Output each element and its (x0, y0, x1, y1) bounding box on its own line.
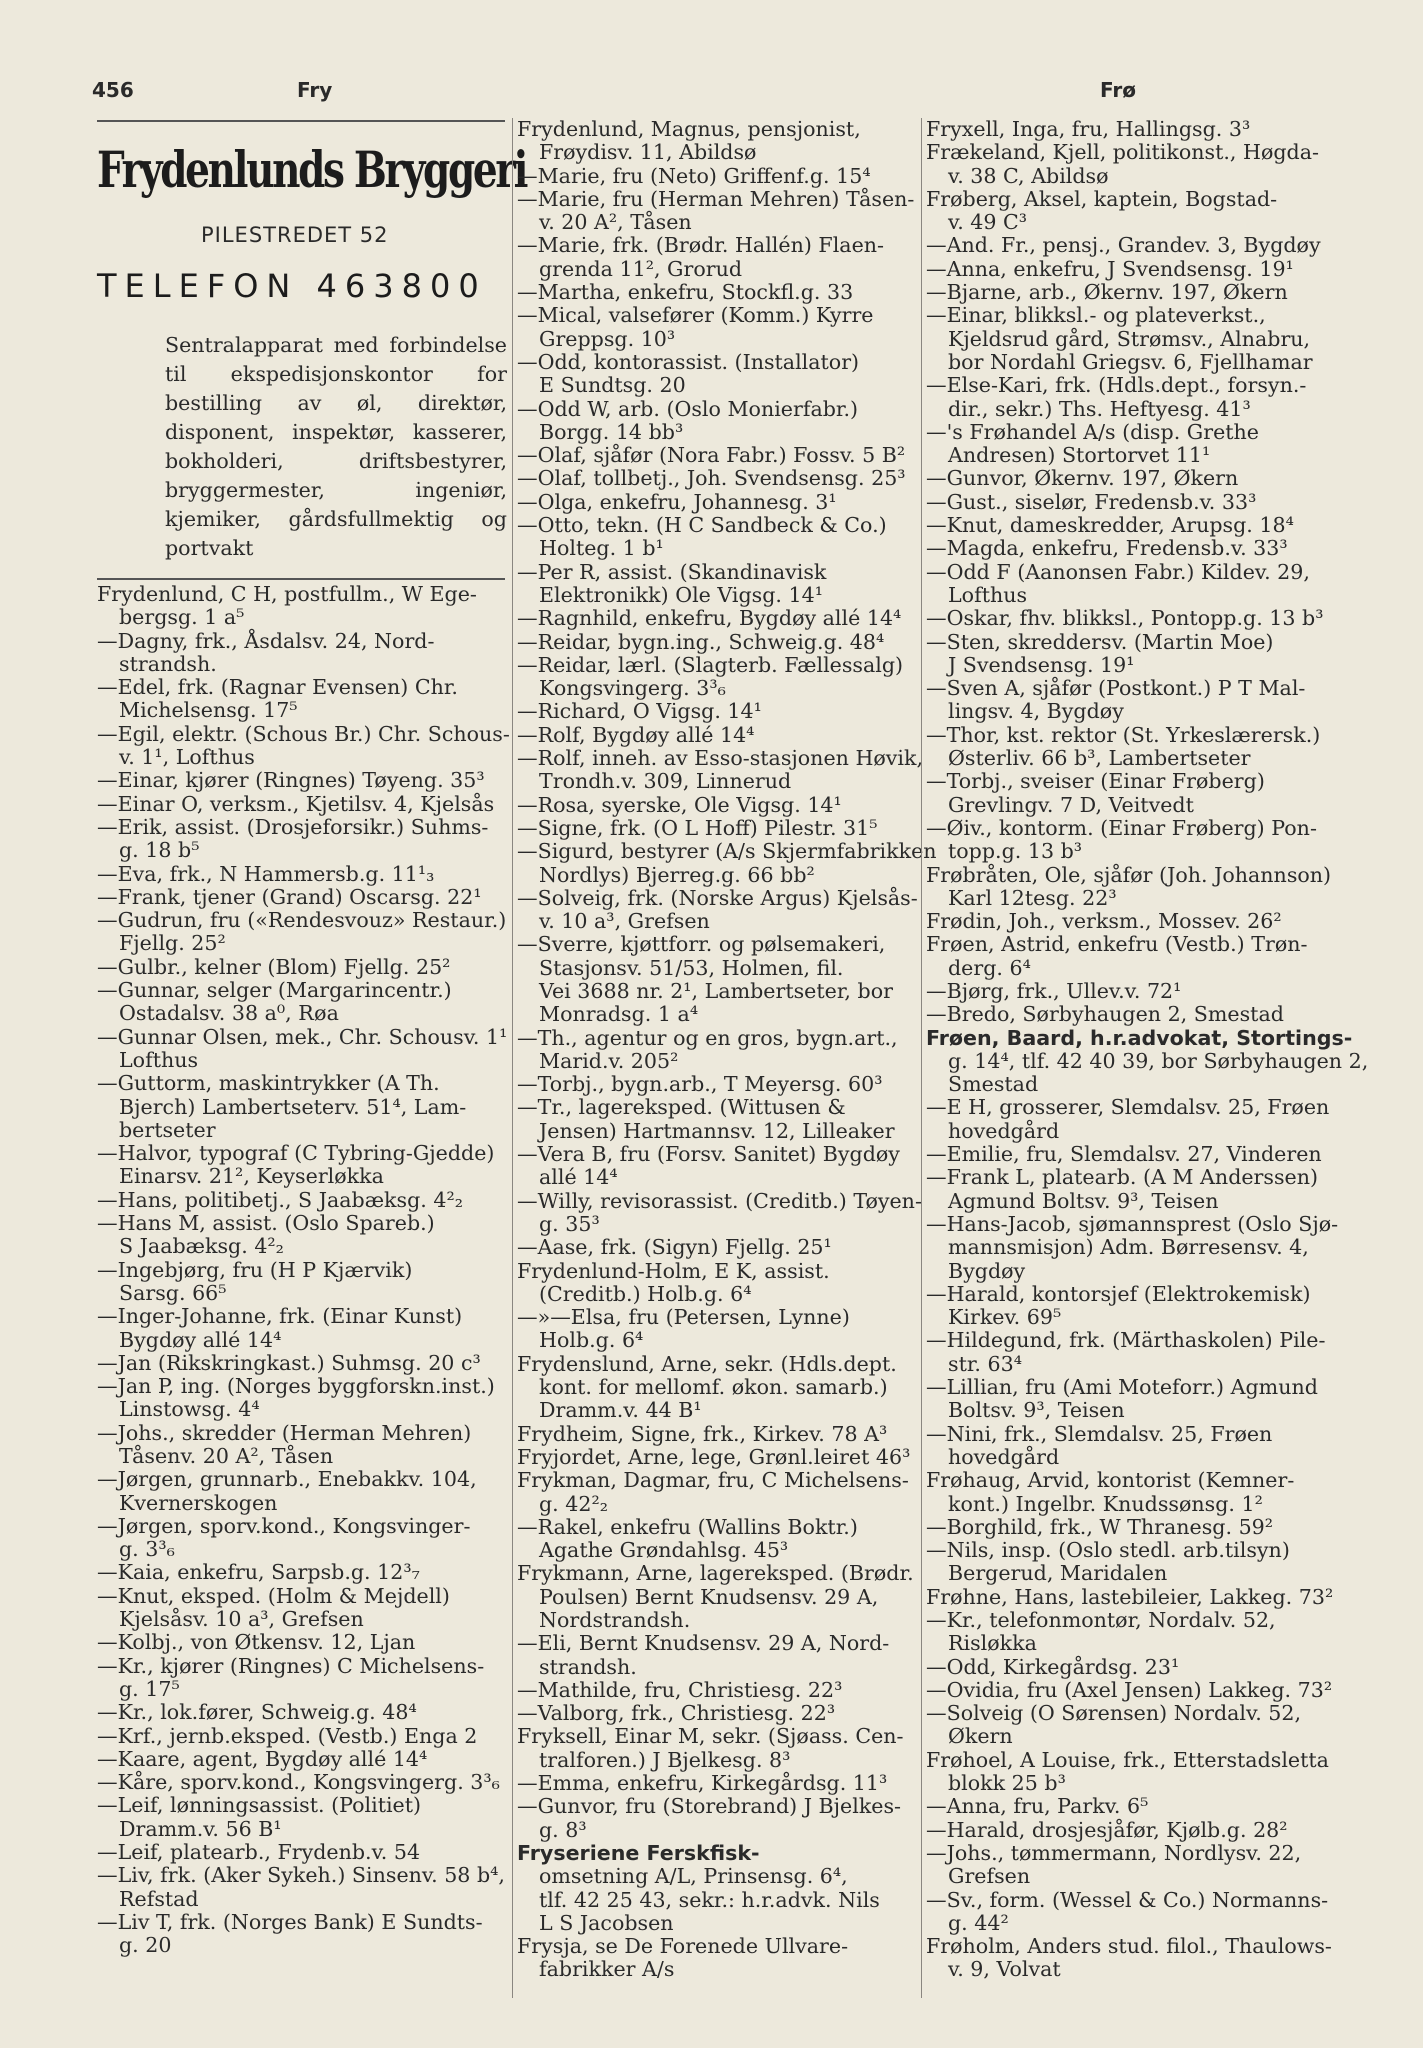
directory-line: v. 38 C, Abildsø (948, 163, 1109, 188)
directory-line: —Hans M, assist. (Oslo Spareb.) (97, 1211, 435, 1236)
directory-line: —Frank, tjener (Grand) Oscarsg. 22¹ (97, 884, 482, 909)
directory-line: —Dagny, frk., Åsdalsv. 24, Nord- (97, 628, 435, 653)
directory-line: Østerliv. 66 b³, Lambertseter (948, 746, 1251, 771)
directory-line: J Svendsensg. 19¹ (948, 652, 1135, 677)
directory-line: —Emilie, fru, Slemdalsv. 27, Vinderen (926, 1142, 1322, 1167)
directory-line: g. 20 (119, 1933, 172, 1958)
directory-line: Vei 3688 nr. 2¹, Lambertseter, bor (539, 978, 893, 1003)
directory-line: Frydheim, Signe, frk., Kirkev. 78 A³ (517, 1421, 888, 1446)
directory-line: —Hans-Jacob, sjømannsprest (Oslo Sjø- (926, 1211, 1339, 1236)
directory-line: hovedgård (948, 1444, 1060, 1469)
column-right (921, 117, 1369, 1998)
directory-line: Marid.v. 205² (539, 1048, 679, 1073)
directory-line: —Kr., kjører (Ringnes) C Michelsens- (97, 1653, 485, 1678)
directory-line: Frydenlund, C H, postfullm., W Ege- (97, 582, 477, 606)
directory-line: —Ovidia, fru (Axel Jensen) Lakkeg. 73² (926, 1677, 1333, 1702)
directory-line: Fryxell, Inga, fru, Hallingsg. 3³ (926, 117, 1251, 141)
directory-line: —Reidar, lærl. (Slagterb. Fællessalg) (517, 652, 904, 677)
directory-line: —Gunvor, fru (Storebrand) J Bjelkes- (517, 1794, 902, 1819)
directory-line: —Einar O, verksm., Kjetilsv. 4, Kjelsås (97, 791, 495, 816)
directory-line: v. 20 A², Tåsen (539, 210, 692, 235)
directory-line: Økern (948, 1724, 1013, 1749)
directory-line: —Frank L, platearb. (A M Anderssen) (926, 1165, 1319, 1190)
directory-line: —Johs., skredder (Herman Mehren) (97, 1420, 472, 1445)
directory-line: —Nini, frk., Slemdalsv. 25, Frøen (926, 1421, 1273, 1446)
directory-line: Frøbråten, Ole, sjåfør (Joh. Johannson) (926, 862, 1332, 887)
directory-line: Nordstrandsh. (539, 1608, 691, 1632)
directory-line: str. 63⁴ (948, 1351, 1022, 1376)
directory-line: —Signe, frk. (O L Hoff) Pilestr. 31⁵ (517, 815, 878, 840)
directory-line: —Kolbj., von Øtkensv. 12, Ljan (97, 1630, 416, 1655)
directory-line: bor Nordahl Griegsv. 6, Fjellhamar (948, 349, 1313, 374)
directory-line: —Reidar, bygn.ing., Schweig.g. 48⁴ (517, 629, 885, 654)
directory-line: v. 10 a³, Grefsen (539, 909, 710, 934)
directory-line: —Mathilde, fru, Christiesg. 22³ (517, 1677, 843, 1702)
directory-line: —Bredo, Sørbyhaugen 2, Smestad (926, 1002, 1284, 1027)
directory-line: Frydenlund-Holm, E K, assist. (517, 1258, 830, 1283)
directory-line: —Kaare, agent, Bygdøy allé 14⁴ (97, 1746, 428, 1771)
directory-line: —Jan P, ing. (Norges byggforskn.inst.) (97, 1374, 495, 1399)
directory-line: —Kaia, enkefru, Sarpsb.g. 12³₇ (97, 1560, 420, 1585)
directory-line: Lofthus (948, 582, 1028, 607)
directory-line: Elektronikk) Ole Vigsg. 14¹ (539, 582, 823, 607)
directory-line: —Kåre, sporv.kond., Kongsvingerg. 3³₆ (97, 1770, 500, 1795)
directory-line: L S Jacobsen (539, 1910, 674, 1935)
directory-line: Risløkka (948, 1631, 1037, 1656)
directory-line: —Nils, insp. (Oslo stedl. arb.tilsyn) (926, 1538, 1290, 1563)
directory-line: —Einar, blikksl.- og plateverkst., (926, 303, 1266, 328)
directory-line: Michelsensg. 17⁵ (119, 698, 298, 723)
directory-line: —Vera B, fru (Forsv. Sanitet) Bygdøy (517, 1142, 900, 1167)
directory-line: g. 3³₆ (119, 1537, 175, 1562)
directory-line: —Borghild, frk., W Thranesg. 59² (926, 1514, 1274, 1539)
directory-line: allé 14⁴ (539, 1165, 618, 1190)
directory-line: Fjellg. 25² (119, 931, 226, 956)
directory-line: —Sven A, sjåfør (Postkont.) P T Mal- (926, 676, 1306, 701)
directory-line: g. 18 b⁵ (119, 838, 200, 863)
directory-line: grenda 11², Grorud (539, 256, 743, 281)
directory-line: g. 44² (948, 1910, 1009, 1935)
directory-line: Monradsg. 1 a⁴ (539, 1002, 699, 1027)
directory-line: S Jaabæksg. 4²₂ (119, 1234, 284, 1259)
directory-line: v. 9, Volvat (948, 1957, 1061, 1982)
directory-line: Frøhaug, Arvid, kontorist (Kemner- (926, 1468, 1295, 1493)
directory-line: Borgg. 14 bb³ (539, 419, 684, 444)
directory-line: Agmund Boltsv. 9³, Teisen (948, 1188, 1219, 1213)
directory-line: Andresen) Stortorvet 11¹ (948, 443, 1211, 468)
directory-line: Poulsen) Bernt Knudsensv. 29 A, (539, 1584, 879, 1609)
directory-line: strandsh. (119, 651, 217, 676)
directory-line: (Creditb.) Holb.g. 6⁴ (539, 1281, 752, 1306)
directory-line: Bjerch) Lambertseterv. 51⁴, Lam- (119, 1094, 467, 1119)
ad-description: Sentralapparat med forbindelse til ekspedisjonskontor for bestilling av øl, direktør, disponent, inspektør, kasserer, bokholderi, driftsbestyrer, bryggermester, ingeniør, kjemiker, gårdsfullmektig og portvakt (165, 333, 507, 560)
directory-line: E Sundtsg. 20 (539, 373, 686, 398)
directory-line: Kirkev. 69⁵ (948, 1305, 1062, 1330)
directory-line: —Knut, dameskredder, Arupsg. 18⁴ (926, 513, 1294, 538)
directory-line: —Mical, valsefører (Komm.) Kyrre (517, 303, 874, 328)
directory-line: fabrikker A/s (539, 1957, 675, 1982)
directory-line: —Aase, frk. (Sigyn) Fjellg. 25¹ (517, 1235, 832, 1260)
directory-line: lingsv. 4, Bygdøy (948, 699, 1124, 724)
directory-line: —Olaf, sjåfør (Nora Fabr.) Fossv. 5 B² (517, 443, 906, 468)
directory-line: g. 35³ (539, 1211, 600, 1236)
directory-line: —Solveig, frk. (Norske Argus) Kjelsås- (517, 885, 918, 910)
directory-line: bergsg. 1 a⁵ (119, 605, 245, 630)
directory-line: Bergerud, Maridalen (948, 1561, 1168, 1586)
directory-line: —Øiv., kontorm. (Einar Frøberg) Pon- (926, 815, 1317, 840)
directory-line: —Th., agentur og en gros, bygn.art., (517, 1025, 898, 1050)
directory-line: —Olaf, tollbetj., Joh. Svendsensg. 25³ (517, 466, 906, 491)
directory-line: —E H, grosserer, Slemdalsv. 25, Frøen (926, 1095, 1330, 1120)
directory-line: —Gunnar, selger (Margarincentr.) (97, 978, 452, 1003)
directory-line: Frøhoel, A Louise, frk., Etterstadsletta (926, 1747, 1329, 1772)
directory-line: —Magda, enkefru, Fredensb.v. 33³ (926, 536, 1288, 561)
directory-line: —Marie, frk. (Brødr. Hallén) Flaen- (517, 233, 884, 258)
directory-line: —Inger-Johanne, frk. (Einar Kunst) (97, 1304, 463, 1329)
directory-line: derg. 6⁴ (948, 955, 1031, 980)
directory-line: g. 8³ (539, 1817, 587, 1842)
directory-line: —Bjarne, arb., Økernv. 197, Økern (926, 280, 1288, 305)
directory-line: —And. Fr., pensj., Grandev. 3, Bygdøy (926, 233, 1321, 258)
directory-line: Frødin, Joh., verksm., Mossev. 26² (926, 909, 1282, 934)
directory-line: —»—Elsa, fru (Petersen, Lynne) (517, 1305, 850, 1330)
directory-line: Bygdøy (948, 1258, 1026, 1283)
directory-line: Frøen, Baard, h.r.advokat, Stortings- (926, 1025, 1353, 1050)
directory-line: Fryksell, Einar M, sekr. (Sjøass. Cen- (517, 1724, 904, 1749)
directory-line: —Einar, kjører (Ringnes) Tøyeng. 35³ (97, 768, 485, 793)
column-left (97, 582, 510, 1958)
directory-line: Linstowsg. 4⁴ (119, 1397, 260, 1422)
directory-line: Dramm.v. 44 B¹ (539, 1398, 702, 1423)
directory-line: —Edel, frk. (Ragnar Evensen) Chr. (97, 675, 458, 700)
directory-line: —Egil, elektr. (Schous Br.) Chr. Schous- (97, 721, 510, 746)
directory-line: —Torbj., bygn.arb., T Meyersg. 60³ (517, 1072, 883, 1097)
directory-line: Grevlingv. 7 D, Veitvedt (948, 792, 1194, 817)
directory-line: Frykman, Dagmar, fru, C Michelsens- (517, 1468, 909, 1493)
directory-line: —Leif, platearb., Frydenb.v. 54 (97, 1840, 421, 1865)
directory-line: kont.) Ingelbr. Knudssønsg. 1² (948, 1491, 1263, 1516)
directory-line: tralforen.) J Bjelkesg. 8³ (539, 1747, 791, 1772)
directory-line: —Ragnhild, enkefru, Bygdøy allé 14⁴ (517, 606, 902, 631)
directory-line: Bygdøy allé 14⁴ (119, 1327, 282, 1352)
directory-line: v. 49 C³ (948, 210, 1028, 235)
directory-line: —Rakel, enkefru (Wallins Boktr.) (517, 1514, 858, 1539)
directory-line: —Leif, lønningsassist. (Politiet) (97, 1793, 422, 1818)
directory-line: dir., sekr.) Ths. Heftyesg. 41³ (948, 396, 1251, 421)
directory-line: —Ingebjørg, fru (H P Kjærvik) (97, 1257, 413, 1282)
directory-line: Frøhne, Hans, lastebileier, Lakkeg. 73² (926, 1584, 1334, 1609)
directory-line: Tåsenv. 20 A², Tåsen (119, 1443, 334, 1468)
directory-line: —'s Frøhandel A/s (disp. Grethe (926, 419, 1259, 444)
directory-line: Frydenslund, Arne, sekr. (Hdls.dept. (517, 1351, 897, 1376)
directory-line: —Odd F (Aanonsen Fabr.) Kildev. 29, (926, 559, 1310, 584)
column-middle (512, 117, 937, 1998)
directory-line: omsetning A/L, Prinsensg. 6⁴, (539, 1864, 848, 1889)
directory-line: Fryseriene Ferskfisk- (517, 1840, 760, 1865)
directory-line: —Sten, skreddersv. (Martin Moe) (926, 629, 1274, 654)
directory-line: —Marie, fru (Neto) Griffenf.g. 15⁴ (517, 163, 871, 188)
directory-line: Agathe Grøndahlsg. 45³ (539, 1538, 789, 1563)
directory-line: —Olga, enkefru, Johannesg. 3¹ (517, 489, 837, 514)
directory-line: —Erik, assist. (Drosjeforsikr.) Suhms- (97, 814, 489, 839)
directory-line: —Odd, Kirkegårdsg. 23¹ (926, 1654, 1180, 1679)
directory-line: —Harald, drosjesjåfør, Kjølb.g. 28² (926, 1817, 1288, 1842)
directory-line: Einarsv. 21², Keyserløkka (119, 1164, 384, 1189)
directory-line: —Eva, frk., N Hammersb.g. 11¹₃ (97, 861, 435, 886)
directory-line: —Else-Kari, frk. (Hdls.dept., forsyn.- (926, 373, 1307, 398)
directory-line: Frøydisv. 11, Abildsø (539, 140, 757, 165)
directory-line: —Gulbr., kelner (Blom) Fjellg. 25² (97, 954, 451, 979)
directory-line: Grefsen (948, 1864, 1031, 1889)
directory-line: —Bjørg, frk., Ullev.v. 72¹ (926, 978, 1182, 1003)
directory-line: —Eli, Bernt Knudsensv. 29 A, Nord- (517, 1631, 890, 1656)
directory-line: Frysja, se De Forenede Ullvare- (517, 1934, 849, 1959)
directory-line: Ostadalsv. 38 a⁰, Røa (119, 1001, 339, 1026)
directory-line: Kvernerskogen (119, 1490, 278, 1515)
directory-line: Smestad (948, 1072, 1039, 1097)
directory-line: —Hans, politibetj., S Jaabæksg. 4²₂ (97, 1187, 463, 1212)
directory-line: Frækeland, Kjell, politikonst., Høgda- (926, 140, 1319, 165)
directory-line: —Valborg, frk., Christiesg. 22³ (517, 1701, 836, 1726)
directory-line: Kjelsåsv. 10 a³, Grefsen (119, 1607, 364, 1632)
directory-line: mannsmisjon) Adm. Børresensv. 4, (948, 1235, 1309, 1260)
running-head-right: Frø (1100, 78, 1136, 102)
directory-line: —Rolf, inneh. av Esso-stasjonen Høvik, (517, 746, 924, 771)
directory-line: v. 1¹, Lofthus (119, 745, 255, 770)
directory-line: —Jan (Rikskringkast.) Suhmsg. 20 c³ (97, 1350, 481, 1375)
directory-line: —Liv T, frk. (Norges Bank) E Sundts- (97, 1909, 483, 1934)
directory-line: Trondh.v. 309, Linnerud (539, 769, 792, 794)
directory-line: Jensen) Hartmannsv. 12, Lilleaker (539, 1118, 895, 1143)
directory-line: Frydenlund, Magnus, pensjonist, (517, 117, 861, 141)
directory-line: Holb.g. 6⁴ (539, 1328, 644, 1353)
directory-line: Dramm.v. 56 B¹ (119, 1816, 282, 1841)
directory-line: —Tr., lagereksped. (Wittusen & (517, 1095, 846, 1120)
directory-line: —Kr., lok.fører, Schweig.g. 48⁴ (97, 1700, 417, 1725)
directory-line: —Hildegund, frk. (Märthaskolen) Pile- (926, 1328, 1326, 1353)
directory-line: —Kr., telefonmontør, Nordalv. 52, (926, 1608, 1276, 1632)
directory-line: —Sigurd, bestyrer (A/s Skjermfabrikken (517, 839, 937, 864)
directory-line: Karl 12tesg. 22³ (948, 885, 1117, 910)
directory-line: Fryjordet, Arne, lege, Grønl.leiret 46³ (517, 1444, 911, 1469)
directory-line: Frøen, Astrid, enkefru (Vestb.) Trøn- (926, 932, 1308, 957)
directory-line: —Odd W, arb. (Oslo Monierfabr.) (517, 396, 859, 421)
directory-line: —Willy, revisorassist. (Creditb.) Tøyen- (517, 1188, 922, 1213)
directory-line: —Jørgen, grunnarb., Enebakkv. 104, (97, 1467, 477, 1492)
directory-line: —Johs., tømmermann, Nordlysv. 22, (926, 1840, 1302, 1865)
directory-line: —Gunnar Olsen, mek., Chr. Schousv. 1¹ (97, 1024, 508, 1049)
directory-line: topp.g. 13 b³ (948, 839, 1083, 864)
directory-line: —Knut, eksped. (Holm & Mejdell) (97, 1583, 450, 1608)
directory-line: Nordlys) Bjerreg.g. 66 bb² (539, 862, 815, 887)
directory-line: Stasjonsv. 51/53, Holmen, fil. (539, 955, 844, 980)
directory-line: —Thor, kst. rektor (St. Yrkeslærersk.) (926, 722, 1321, 747)
directory-line: —Anna, fru, Parkv. 6⁵ (926, 1794, 1149, 1819)
directory-line: —Richard, O Vigsg. 14¹ (517, 699, 762, 724)
directory-line: —Odd, kontorassist. (Installator) (517, 349, 860, 374)
directory-line: Frøholm, Anders stud. filol., Thaulows- (926, 1934, 1332, 1959)
directory-line: —Marie, fru (Herman Mehren) Tåsen- (517, 186, 915, 211)
ad-address: PILESTREDET 52 (201, 223, 389, 247)
directory-line: Frøberg, Aksel, kaptein, Bogstad- (926, 186, 1278, 211)
directory-line: —Sv., form. (Wessel & Co.) Normanns- (926, 1887, 1329, 1912)
directory-line: —Anna, enkefru, J Svendsensg. 19¹ (926, 256, 1294, 281)
directory-line: kont. for mellomf. økon. samarb.) (539, 1375, 888, 1400)
brewery-advertisement (97, 120, 527, 563)
directory-line: blokk 25 b³ (948, 1771, 1066, 1796)
ad-phone: TELEFON 463800 (97, 267, 487, 305)
directory-line: —Lillian, fru (Ami Moteforr.) Agmund (926, 1375, 1318, 1400)
directory-line: —Harald, kontorsjef (Elektrokemisk) (926, 1281, 1311, 1306)
directory-line: —Gunvor, Økernv. 197, Økern (926, 466, 1239, 491)
ad-bottom-rule (97, 578, 505, 580)
directory-line: hovedgård (948, 1118, 1060, 1143)
directory-line: g. 14⁴, tlf. 42 40 39, bor Sørbyhaugen 2, (948, 1048, 1369, 1073)
directory-line: Greppsg. 10³ (539, 326, 676, 351)
directory-line: Holteg. 1 b¹ (539, 536, 664, 561)
directory-line: Refstad (119, 1886, 199, 1911)
directory-line: Lofthus (119, 1047, 199, 1072)
directory-line: —Martha, enkefru, Stockfl.g. 33 (517, 280, 854, 305)
directory-line: —Gudrun, fru («Rendesvouz» Restaur.) (97, 908, 507, 933)
directory-line: g. 17⁵ (119, 1676, 180, 1701)
directory-line: tlf. 42 25 43, sekr.: h.r.advk. Nils (539, 1887, 880, 1912)
directory-line: bertseter (119, 1117, 216, 1142)
directory-line: —Emma, enkefru, Kirkegårdsg. 11³ (517, 1771, 888, 1796)
directory-line: —Rosa, syerske, Ole Vigsg. 14¹ (517, 792, 842, 817)
directory-line: —Rolf, Bygdøy allé 14⁴ (517, 722, 755, 747)
directory-line: —Solveig (O Sørensen) Nordalv. 52, (926, 1701, 1302, 1726)
ad-brand: Frydenlunds Bryggeri (97, 140, 527, 199)
running-head-left: Fry (297, 78, 333, 102)
directory-line: —Per R, assist. (Skandinavisk (517, 559, 827, 584)
directory-line: —Oskar, fhv. blikksl., Pontopp.g. 13 b³ (926, 606, 1324, 631)
directory-line: —Gust., siselør, Fredensb.v. 33³ (926, 489, 1257, 514)
directory-line: Kjeldsrud gård, Strømsv., Alnabru, (948, 326, 1311, 351)
directory-line: g. 42²₂ (539, 1491, 608, 1516)
directory-line: —Jørgen, sporv.kond., Kongsvinger- (97, 1513, 471, 1538)
directory-line: —Liv, frk. (Aker Sykeh.) Sinsenv. 58 b⁴, (97, 1863, 505, 1888)
directory-line: —Sverre, kjøttforr. og pølsemakeri, (517, 932, 886, 957)
directory-line: strandsh. (539, 1654, 637, 1679)
directory-line: —Torbj., sveiser (Einar Frøberg) (926, 769, 1265, 794)
directory-line: —Otto, tekn. (H C Sandbeck & Co.) (517, 513, 887, 538)
directory-line: —Halvor, typograf (C Tybring-Gjedde) (97, 1141, 495, 1166)
directory-line: Kongsvingerg. 3³₆ (539, 676, 726, 701)
directory-line: Sarsg. 66⁵ (119, 1280, 227, 1305)
directory-line: —Guttorm, maskintrykker (A Th. (97, 1071, 440, 1096)
directory-line: Frykmann, Arne, lagereksped. (Brødr. (517, 1561, 914, 1586)
directory-line: —Krf., jernb.eksped. (Vestb.) Enga 2 (97, 1723, 478, 1748)
page-number: 456 (92, 78, 134, 102)
directory-line: Boltsv. 9³, Teisen (948, 1398, 1125, 1423)
